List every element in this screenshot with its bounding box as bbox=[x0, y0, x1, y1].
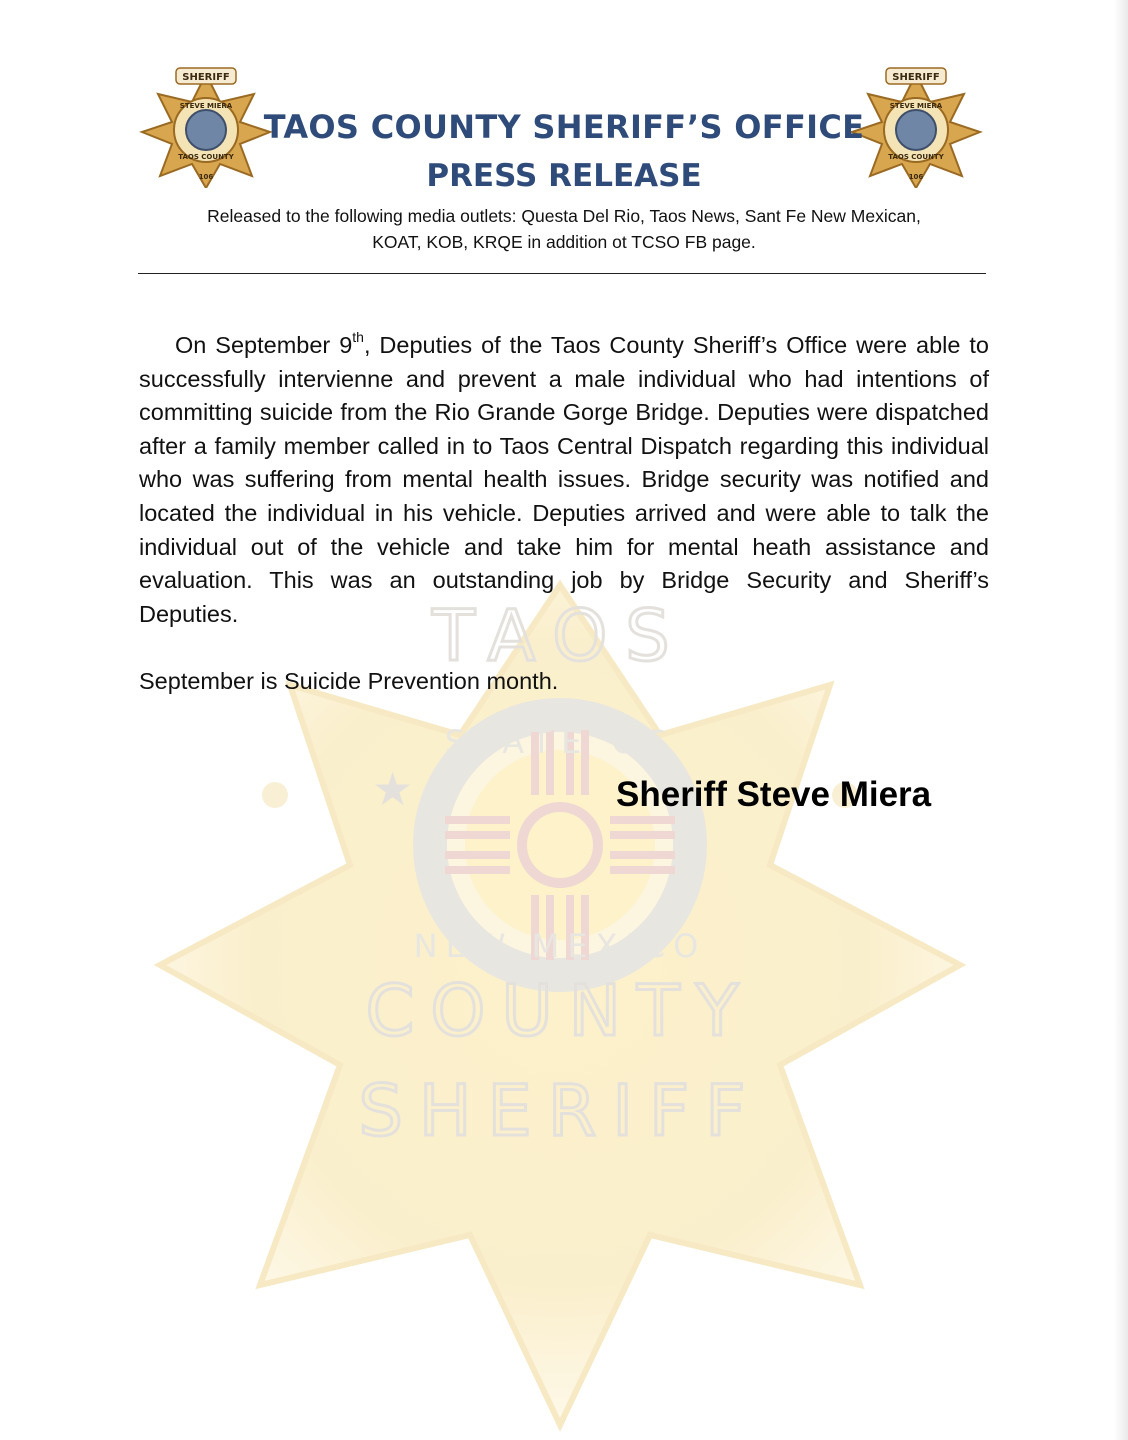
awareness-month-note: September is Suicide Prevention month. bbox=[139, 668, 559, 694]
watermark-word-bottom: SHERIFF bbox=[358, 1070, 762, 1152]
badge-number: 106 bbox=[908, 173, 924, 181]
watermark-ring-bottom: NEW MEXICO bbox=[413, 927, 707, 965]
badge-ring-bottom: TAOS COUNTY bbox=[888, 153, 944, 161]
paragraph-date-prefix: On September 9 bbox=[175, 332, 353, 358]
watermark-word-top: TAOS bbox=[432, 595, 688, 677]
signature: Sheriff Steve Miera bbox=[616, 775, 932, 814]
media-outlets-line-1: Released to the following media outlets: Questa Del Rio, Taos News, Sant Fe New Mexican, bbox=[207, 206, 921, 226]
badge-ring-top: STEVE MIERA bbox=[889, 102, 943, 110]
page-edge-shadow bbox=[1114, 0, 1128, 1440]
media-outlets-line-2: KOAT, KOB, KRQE in addition ot TCSO FB page. bbox=[372, 232, 756, 252]
header-divider bbox=[138, 273, 986, 274]
badge-ring-bottom: TAOS COUNTY bbox=[178, 153, 234, 161]
page-title: TAOS COUNTY SHERIFF’S OFFICE bbox=[263, 108, 865, 146]
badge-top-banner: SHERIFF bbox=[892, 72, 940, 83]
badge-ring-top: STEVE MIERA bbox=[179, 102, 233, 110]
badge-number: 106 bbox=[198, 173, 214, 181]
watermark-word-middle: COUNTY bbox=[365, 970, 755, 1052]
watermark-ring-top: STATE OF bbox=[444, 723, 676, 761]
badge-top-banner: SHERIFF bbox=[182, 72, 230, 83]
page-subtitle: PRESS RELEASE bbox=[426, 158, 702, 194]
paragraph-date-suffix: th bbox=[352, 329, 364, 346]
svg-text:★: ★ bbox=[372, 762, 414, 816]
paragraph-body: , Deputies of the Taos County Sheriff’s Office were able to successfully intervienne and prevent a male individual who had intentions of committing suicide from the Rio Grande Gorge Bridge. Deputies were dispatched after a family member called in to Taos Central Dispatch regarding this individual who was suffering from mental health issues. Bridge security was notified and located the individual in his vehicle. Deputies arrived and were able to talk the individual out of the vehicle and take him for mental heath assistance and evaluation. This was an outstanding job by Bridge Security and Sheriff’s Deputies. bbox=[139, 332, 989, 627]
media-outlets-note bbox=[140, 203, 988, 255]
press-release-paragraph bbox=[139, 329, 989, 631]
